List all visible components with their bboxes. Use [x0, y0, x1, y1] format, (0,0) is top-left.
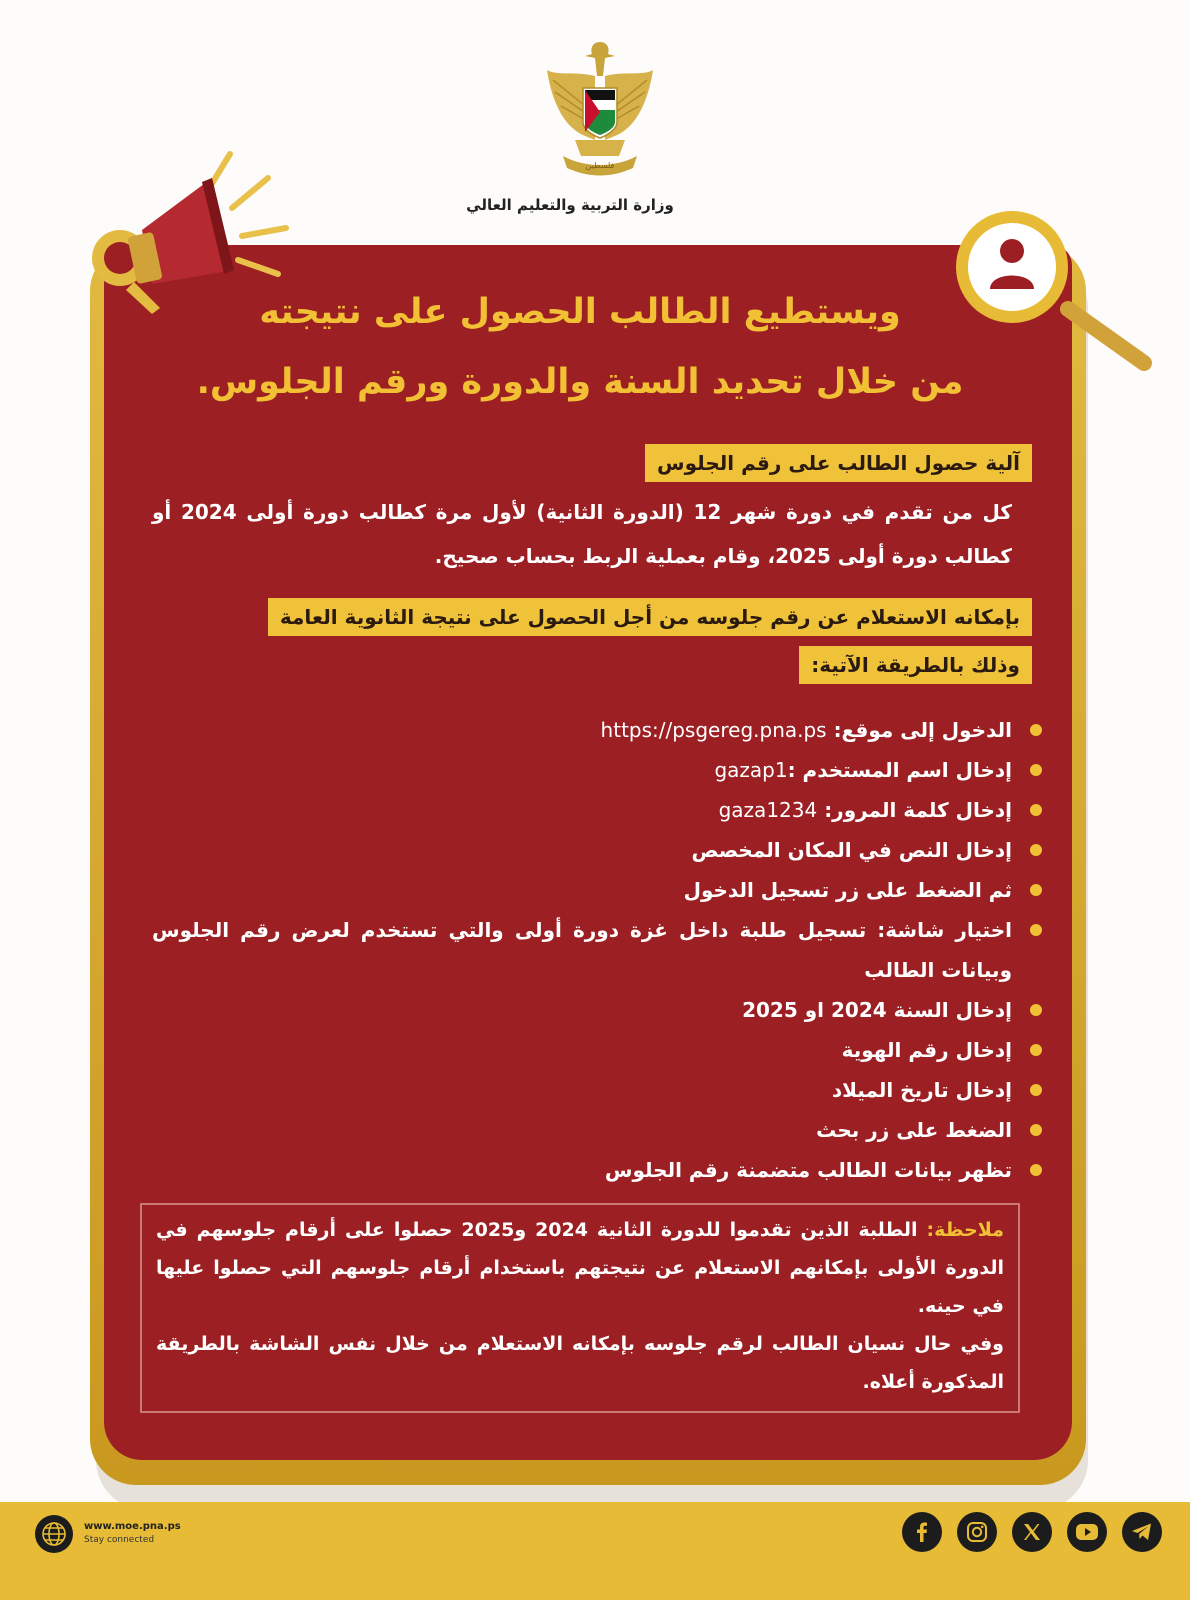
palestine-eagle-emblem: [545, 36, 655, 186]
section1-heading: آلية حصول الطالب على رقم الجلوس: [645, 444, 1032, 482]
note-text-2: وفي حال نسيان الطالب لرقم جلوسه بإمكانه الاستعلام من خلال نفس الشاشة بالطريقة المذكورة أعلاه.: [156, 1333, 1004, 1393]
section2-subheading: وذلك بالطريقة الآتية:: [799, 646, 1032, 684]
password-value: gaza1234: [718, 798, 818, 822]
section2-heading: بإمكانه الاستعلام عن رقم جلوسه من أجل الحصول على نتيجة الثانوية العامة: [268, 598, 1032, 636]
list-item: إدخال رقم الهوية: [152, 1030, 1012, 1070]
note-text-1: الطلبة الذين تقدموا للدورة الثانية 2024 و2025 حصلوا على أرقام جلوسهم في الدورة الأولى بإمكانهم الاستعلام عن نتيجتهم باستخدام أرقام جلوسهم التي حصلوا عليها في حينه.: [156, 1219, 1004, 1317]
main-title-line1: ويستطيع الطالب الحصول على نتيجته: [259, 292, 901, 332]
svg-text:فلسطين: فلسطين: [585, 161, 615, 170]
bullet-icon: [1030, 764, 1042, 776]
list-item: إدخال كلمة المرور: gaza1234: [152, 790, 1012, 830]
ministry-name: وزارة التربية والتعليم العالي: [466, 196, 674, 214]
main-title-line2: من خلال تحديد السنة والدورة ورقم الجلوس.: [196, 362, 964, 402]
list-item: إدخال اسم المستخدم :gazap1: [152, 750, 1012, 790]
bullet-icon: [1030, 804, 1042, 816]
list-item: تظهر بيانات الطالب متضمنة رقم الجلوس: [152, 1150, 1012, 1190]
user-search-icon: [950, 205, 1170, 385]
note-box: [140, 1203, 1020, 1413]
telegram-icon[interactable]: [1122, 1512, 1162, 1552]
list-item: الدخول إلى موقع: https://psgereg.pna.ps: [152, 710, 1012, 750]
website-link[interactable]: https://psgereg.pna.ps: [600, 718, 827, 742]
bullet-icon: [1030, 1124, 1042, 1136]
list-item: إدخال السنة 2024 او 2025: [152, 990, 1012, 1030]
bullet-icon: [1030, 1004, 1042, 1016]
bullet-icon: [1030, 1044, 1042, 1056]
username-value: gazap1: [714, 758, 788, 782]
steps-list: [152, 710, 1012, 1190]
list-item: إدخال النص في المكان المخصص: [152, 830, 1012, 870]
tagline: Stay connected: [84, 1535, 155, 1545]
bullet-icon: [1030, 1084, 1042, 1096]
facebook-icon[interactable]: [902, 1512, 942, 1552]
list-item: ثم الضغط على زر تسجيل الدخول: [152, 870, 1012, 910]
globe-icon: [34, 1514, 74, 1554]
list-item: الضغط على زر بحث: [152, 1110, 1012, 1150]
list-item: إدخال تاريخ الميلاد: [152, 1070, 1012, 1110]
bullet-icon: [1030, 924, 1042, 936]
footer-bar: [0, 1502, 1190, 1600]
bullet-icon: [1030, 884, 1042, 896]
bullet-icon: [1030, 724, 1042, 736]
note-lead: ملاحظة:: [926, 1219, 1004, 1241]
bullet-icon: [1030, 844, 1042, 856]
x-icon[interactable]: [1012, 1512, 1052, 1552]
instagram-icon[interactable]: [957, 1512, 997, 1552]
youtube-icon[interactable]: [1067, 1512, 1107, 1552]
section1-paragraph: كل من تقدم في دورة شهر 12 (الدورة الثانية) لأول مرة كطالب دورة أولى 2024 أو كطالب دورة أولى 2025، وقام بعملية الربط بحساب صحيح.: [152, 500, 1013, 568]
bullet-icon: [1030, 1164, 1042, 1176]
website-url[interactable]: www.moe.pna.ps: [84, 1521, 181, 1532]
list-item: اختيار شاشة: تسجيل طلبة داخل غزة دورة أولى والتي تستخدم لعرض رقم الجلوس وبيانات الطالب: [152, 910, 1012, 990]
